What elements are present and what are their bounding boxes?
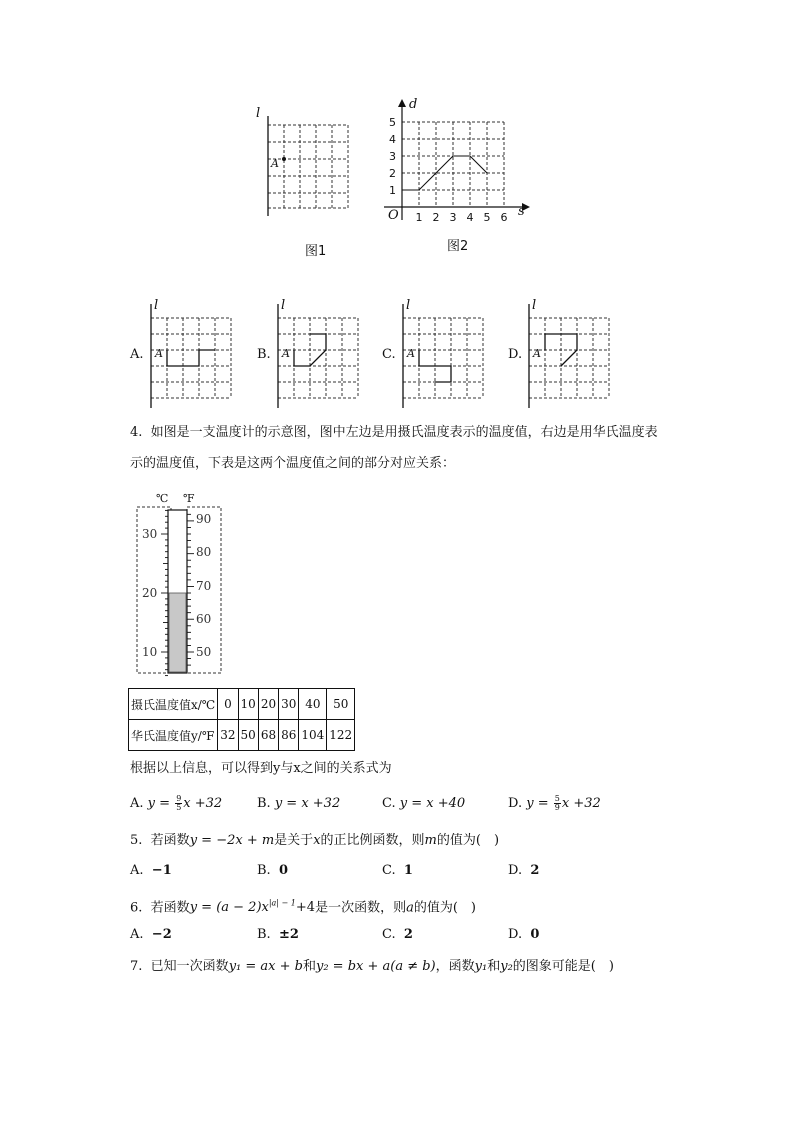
q4-line1: 如图是一支温度计的示意图，图中左边是用摄氏温度表示的温度值，右边是用华氏温度表 xyxy=(150,425,658,440)
x-tick-label: 3 xyxy=(449,211,457,224)
y-tick-label: 3 xyxy=(389,150,396,163)
fraction-5-9: $\frac{5}{9}$ xyxy=(554,794,560,812)
q5-stem: 5. 若函数y = −2x + m是关于x的正比例函数，则m的值为( ) xyxy=(130,833,500,848)
point-a xyxy=(282,157,286,161)
q4-number: 4. xyxy=(130,425,143,440)
q4-conclusion: 根据以上信息，可以得到y与x之间的关系式为 xyxy=(130,761,392,776)
fig2-y-axis-label: d xyxy=(409,97,418,112)
option-d-point-label: A xyxy=(533,347,541,360)
table-header-celsius: 摄氏温度值x/℃ xyxy=(129,689,218,720)
table-cell: 122 xyxy=(327,720,355,751)
table-row-fahrenheit xyxy=(129,720,355,751)
celsius-tick-30: 30 xyxy=(142,527,158,541)
q5-expr: y = −2x + m xyxy=(189,833,275,848)
table-cell: 50 xyxy=(327,689,355,720)
fig2-x-axis-label: s xyxy=(518,204,525,219)
fig2-origin-label: O xyxy=(388,208,399,223)
q4-option-b-expr: y = x +32 xyxy=(274,796,341,811)
q6-stem: 6. 若函数$y = (a - 2)x^{|a| - 1}+4$是一次函数，则a的值为( ) xyxy=(130,899,476,916)
option-a-point-label: A xyxy=(155,347,163,360)
y-axis-arrow xyxy=(398,99,406,107)
fig2-caption: 图2 xyxy=(447,239,469,254)
fig1-point-label: A xyxy=(271,157,279,170)
fahrenheit-tick-50: 50 xyxy=(196,645,212,659)
q4-option-b[interactable] xyxy=(257,795,340,813)
fraction-9-5: $\frac{9}{5}$ xyxy=(176,794,182,812)
q6-option-c[interactable]: C. 2 xyxy=(382,927,413,942)
table-header-fahrenheit: 华氏温度值y/℉ xyxy=(129,720,218,751)
celsius-tick-10: 10 xyxy=(142,645,158,659)
table-cell: 0 xyxy=(218,689,238,720)
y-tick-label: 4 xyxy=(389,133,396,146)
fahrenheit-unit: ℉ xyxy=(183,492,195,505)
option-d-label: D. xyxy=(508,347,523,362)
q5-option-c[interactable]: C. 1 xyxy=(382,863,413,878)
figure-2-graph xyxy=(380,95,530,230)
q7-expr-1: y₁ = ax + b xyxy=(228,959,303,974)
option-d-line-label: l xyxy=(532,298,537,313)
table-cell: 30 xyxy=(279,689,299,720)
fahrenheit-tick-70: 70 xyxy=(196,579,212,593)
x-tick-label: 5 xyxy=(483,211,491,224)
option-c-point-label: A xyxy=(407,347,415,360)
x-tick-label: 1 xyxy=(415,211,423,224)
q4-option-d[interactable]: D. y = $\frac{5}{9}$ x +32 xyxy=(508,794,601,812)
celsius-tick-20: 20 xyxy=(142,586,158,600)
q4-text xyxy=(130,424,658,442)
option-b-line-label: l xyxy=(281,298,286,313)
q5-option-d[interactable]: D. 2 xyxy=(508,863,540,878)
q5-option-b[interactable]: B. 0 xyxy=(257,863,288,878)
option-a-line-label: l xyxy=(154,298,159,313)
option-a-label: A. xyxy=(130,347,144,362)
table-cell: 32 xyxy=(218,720,238,751)
option-b-label: B. xyxy=(257,347,271,362)
table-row-celsius xyxy=(129,689,355,720)
option-c-label: C. xyxy=(382,347,396,362)
q4-text-line2: 示的温度值，下表是这两个温度值之间的部分对应关系： xyxy=(130,456,456,471)
table-cell: 20 xyxy=(258,689,278,720)
q6-option-d[interactable]: D. 0 xyxy=(508,927,540,942)
mercury-column xyxy=(169,593,186,672)
table-cell: 50 xyxy=(238,720,258,751)
celsius-unit: ℃ xyxy=(156,492,169,505)
fahrenheit-tick-90: 90 xyxy=(196,512,212,526)
q7-expr-2: y₂ = bx + a(a ≠ b) xyxy=(315,959,436,974)
q7-stem: 7. 已知一次函数y₁ = ax + b和y₂ = bx + a(a ≠ b)，函数y₁和y₂的图象可能是( ) xyxy=(130,959,614,974)
q6-expr: $y = (a - 2)x^{|a| - 1}+4$ xyxy=(189,899,316,916)
y-tick-label: 1 xyxy=(389,184,396,197)
q4-option-b-label: B. xyxy=(257,796,271,811)
table-cell: 86 xyxy=(279,720,299,751)
fahrenheit-tick-80: 80 xyxy=(196,545,212,559)
q6-option-b[interactable]: B. ±2 xyxy=(257,927,299,942)
table-cell: 104 xyxy=(299,720,327,751)
y-tick-label: 5 xyxy=(389,116,396,129)
q4-option-c[interactable] xyxy=(382,795,465,813)
q4-option-a-rest: x +32 xyxy=(183,796,223,811)
option-b-point-label: A xyxy=(282,347,290,360)
table-cell: 10 xyxy=(238,689,258,720)
q4-option-c-expr: y = x +40 xyxy=(399,796,466,811)
q5-option-a[interactable]: A. −1 xyxy=(130,863,172,878)
y-tick-label: 2 xyxy=(389,167,396,180)
table-cell: 68 xyxy=(258,720,278,751)
x-tick-label: 6 xyxy=(500,211,508,224)
q4-option-d-rest: x +32 xyxy=(561,796,601,811)
table-cell: 40 xyxy=(299,689,327,720)
q6-option-a[interactable]: A. −2 xyxy=(130,927,172,942)
temperature-table xyxy=(128,688,355,751)
q4-option-c-label: C. xyxy=(382,796,396,811)
fahrenheit-tick-60: 60 xyxy=(196,612,212,626)
q4-option-a-label: A. xyxy=(130,796,144,811)
option-c-line-label: l xyxy=(406,298,411,313)
q4-option-a[interactable]: A. y = $\frac{9}{5}$ x +32 xyxy=(130,794,223,812)
fig1-caption: 图1 xyxy=(305,244,327,259)
x-tick-label: 2 xyxy=(432,211,440,224)
x-tick-label: 4 xyxy=(466,211,474,224)
option-a-path xyxy=(167,350,215,366)
q4-option-d-label: D. xyxy=(508,796,523,811)
fig1-line-label: l xyxy=(256,106,261,121)
